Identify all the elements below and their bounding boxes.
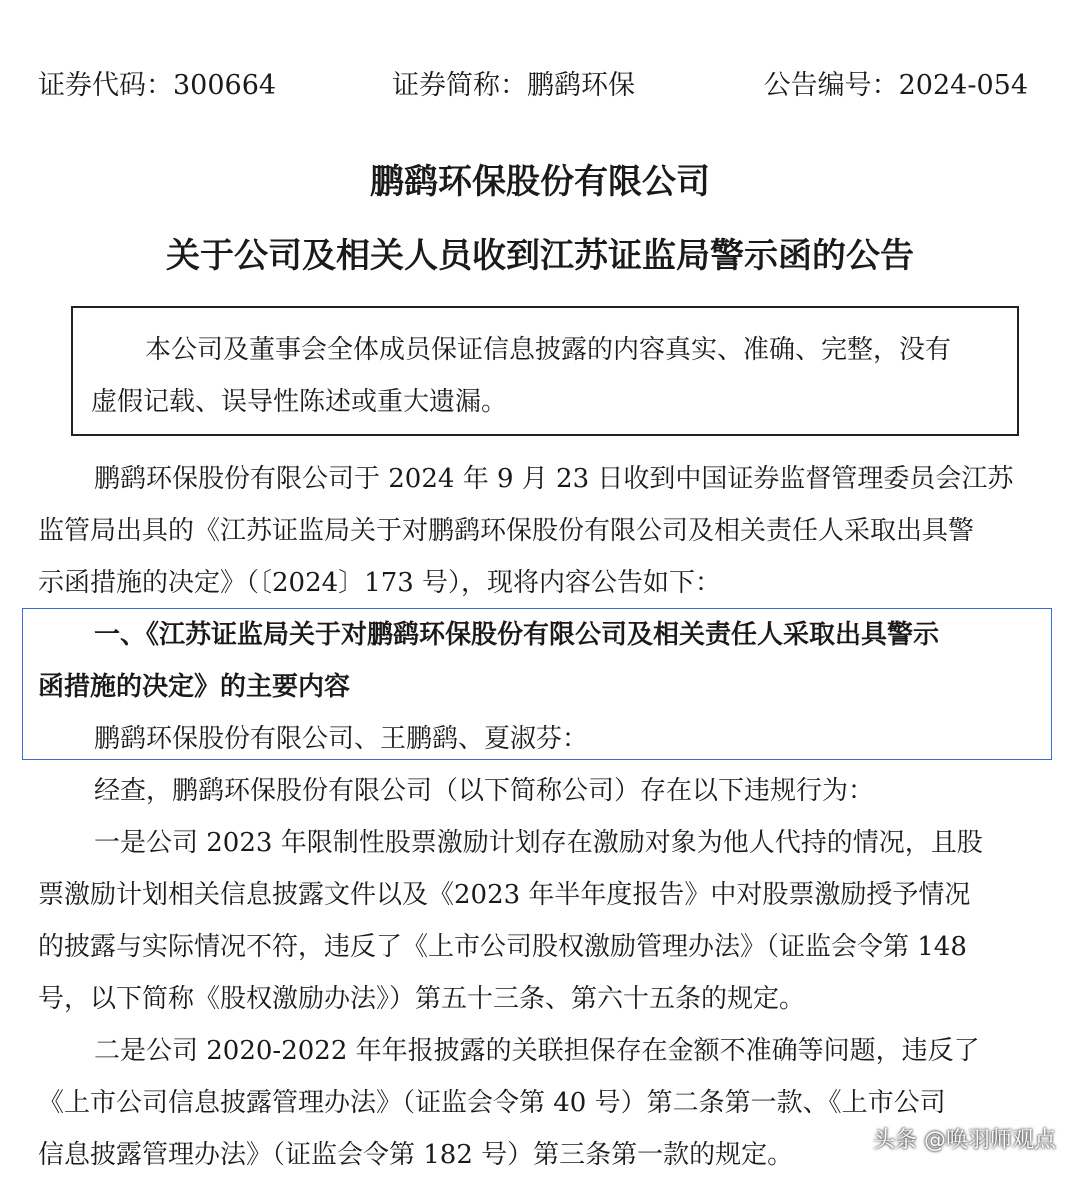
- security-short-name: 证券简称：鹏鹞环保: [392, 70, 635, 101]
- findings-line-1: 经查，鹏鹞环保股份有限公司（以下简称公司）存在以下违规行为：: [94, 776, 875, 806]
- addressees: 鹏鹞环保股份有限公司、王鹏鹞、夏淑芬：: [94, 724, 589, 754]
- violation-two-line-3: 信息披露管理办法》（证监会令第 182 号）第三条第一款的规定。: [38, 1140, 794, 1170]
- toutiao-watermark: 头条 @唤羽师观点: [873, 1128, 1056, 1153]
- section-heading-line-1: 一、《江苏证监局关于对鹏鹞环保股份有限公司及相关责任人采取出具警示: [94, 620, 940, 650]
- document-header: [38, 66, 1040, 106]
- intro-line-3: 示函措施的决定》（〔2024〕173 号），现将内容公告如下：: [38, 568, 722, 598]
- paragraph-findings: [38, 765, 1056, 817]
- paragraph-violation-one: [38, 817, 1056, 1025]
- notice-number: 公告编号：2024-054: [763, 70, 1028, 101]
- violation-two-line-1: 二是公司 2020-2022 年年报披露的关联担保存在金额不准确等问题，违反了: [94, 1036, 980, 1066]
- violation-two-line-2: 《上市公司信息披露管理办法》（证监会令第 40 号）第二条第一款、《上市公司: [38, 1088, 946, 1118]
- company-title: 鹏鹞环保股份有限公司: [370, 162, 710, 202]
- paragraph-violation-two: [38, 1025, 1056, 1181]
- section-heading-line-2: 函措施的决定》的主要内容: [38, 672, 351, 702]
- intro-line-1: 鹏鹞环保股份有限公司于 2024 年 9 月 23 日收到中国证券监督管理委员会江苏: [94, 464, 1014, 494]
- intro-line-2: 监管局出具的《江苏证监局关于对鹏鹞环保股份有限公司及相关责任人采取出具警: [38, 516, 975, 546]
- security-code: 证券代码：300664: [38, 70, 277, 101]
- section-one: [38, 609, 1056, 765]
- violation-one-line-2: 票激励计划相关信息披露文件以及《2023 年半年度报告》中对股票激励授予情况: [38, 880, 971, 910]
- disclaimer-line-2: 虚假记载、误导性陈述或重大遗漏。: [91, 387, 508, 417]
- disclaimer-box: [71, 306, 1019, 436]
- violation-one-line-1: 一是公司 2023 年限制性股票激励计划存在激励对象为他人代持的情况，且股: [94, 828, 983, 858]
- notice-subject-title: 关于公司及相关人员收到江苏证监局警示函的公告: [166, 236, 914, 276]
- violation-one-line-4: 号，以下简称《股权激励办法》）第五十三条、第六十五条的规定。: [38, 984, 806, 1014]
- disclaimer-line-1: 本公司及董事会全体成员保证信息披露的内容真实、准确、完整，没有: [145, 335, 952, 365]
- paragraph-intro: [38, 453, 1056, 609]
- violation-one-line-3: 的披露与实际情况不符，违反了《上市公司股权激励管理办法》（证监会令第 148: [38, 932, 967, 962]
